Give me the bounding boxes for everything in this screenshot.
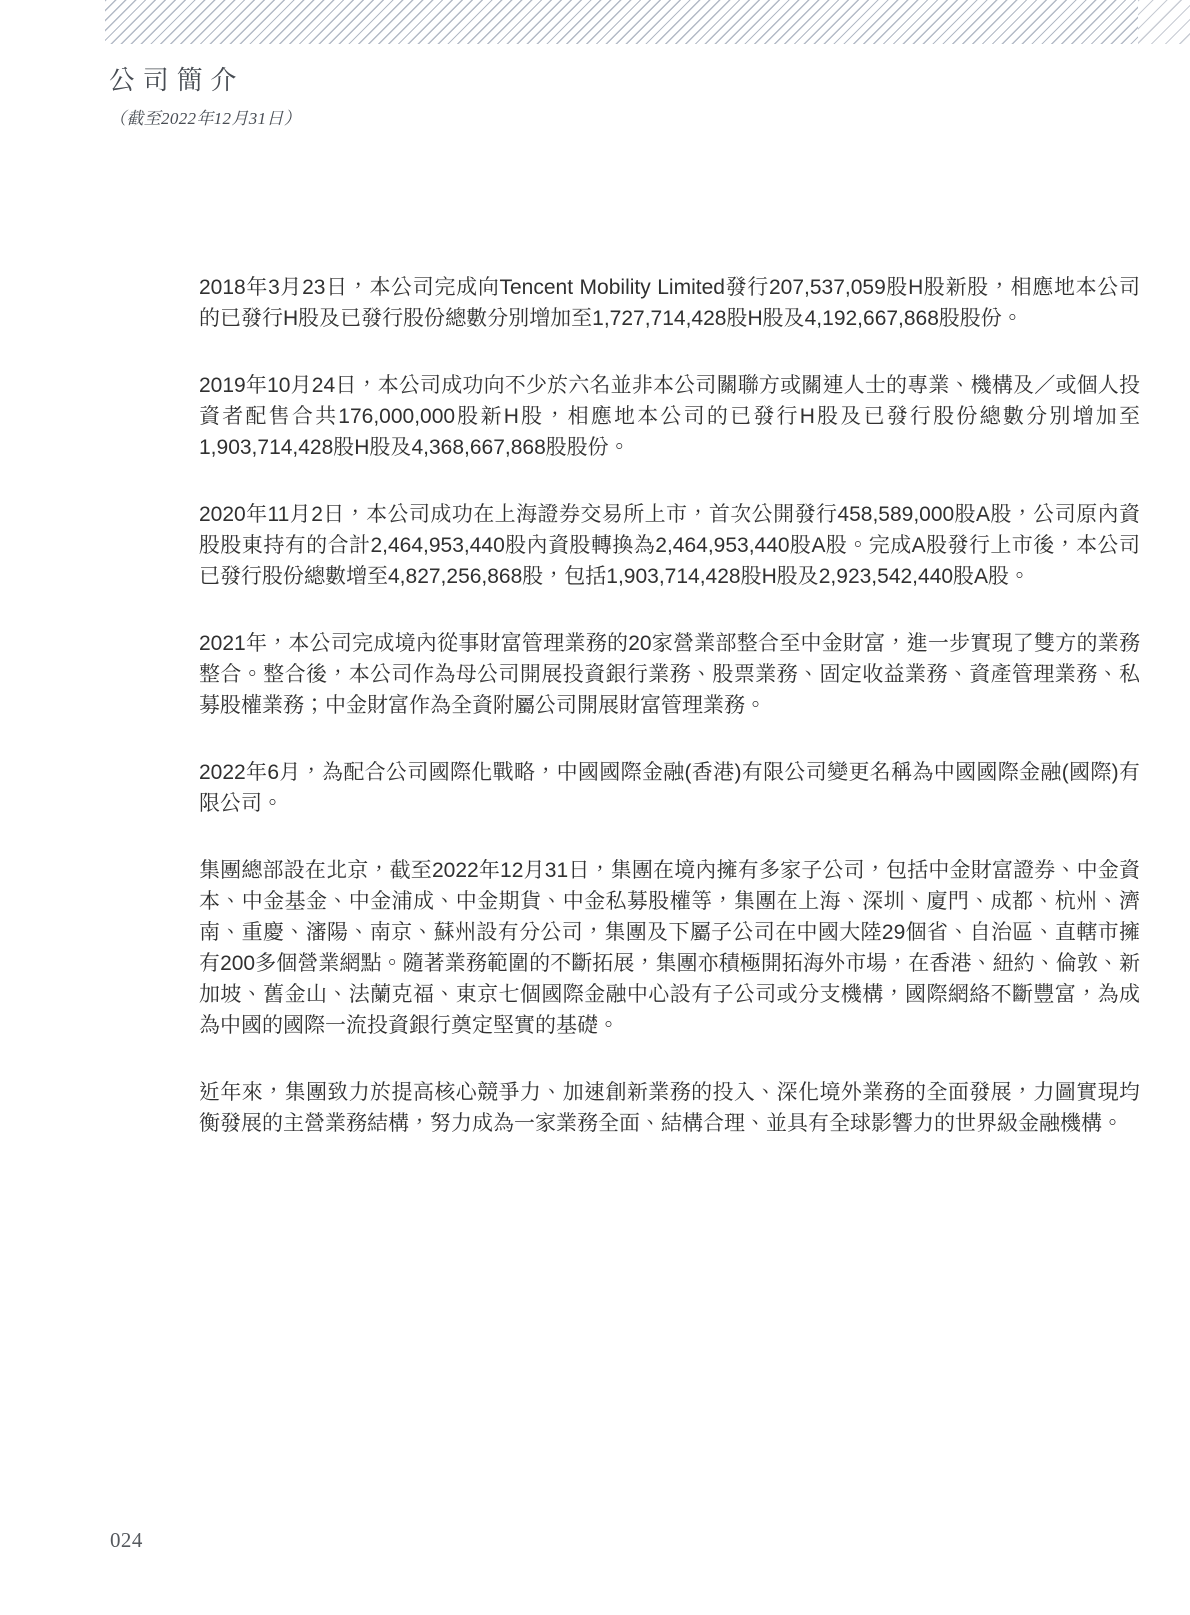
paragraph-2021-wealth-management-integration: 2021年，本公司完成境內從事財富管理業務的20家營業部整合至中金財富，進一步實現了雙方的業務整合。整合後，本公司作為母公司開展投資銀行業務、股票業務、固定收益業務、資產管理業務、私募股權業務；中金財富作為全資附屬公司開展財富管理業務。 xyxy=(199,632,1140,717)
page-footer xyxy=(110,1528,143,1553)
paragraph-2019-placement: 2019年10月24日，本公司成功向不少於六名並非本公司關聯方或關連人士的專業、機構及／或個人投資者配售合共176,000,000股新H股，相應地本公司的已發行H股及已發行股份總數分別增加至1,903,714,428股H股及4,368,667,868股股份。 xyxy=(199,374,1140,459)
paragraph-recent-strategy: 近年來，集團致力於提高核心競爭力、加速創新業務的投入、深化境外業務的全面發展，力圖實現均衡發展的主營業務結構，努力成為一家業務全面、結構合理、並具有全球影響力的世界級金融機構。 xyxy=(199,1081,1140,1135)
page-number: 024 xyxy=(110,1528,143,1552)
page-title: 公司簡介 xyxy=(109,65,245,95)
page-header xyxy=(109,60,301,129)
paragraph-group-overview: 集團總部設在北京，截至2022年12月31日，集團在境內擁有多家子公司，包括中金財富證券、中金資本、中金基金、中金浦成、中金期貨、中金私募股權等，集團在上海、深圳、廈門、成都、杭州、濟南、重慶、瀋陽、南京、蘇州設有分公司，集團及下屬子公司在中國大陸29個省、自治區、直轄市擁有200多個營業網點。隨著業務範圍的不斷拓展，集團亦積極開拓海外市場，在香港、紐約、倫敦、新加坡、舊金山、法蘭克福、東京七個國際金融中心設有子公司或分支機構，國際網絡不斷豐富，為成為中國的國際一流投資銀行奠定堅實的基礎。 xyxy=(199,859,1140,1037)
paragraph-2018-tencent-issue: 2018年3月23日，本公司完成向Tencent Mobility Limited發行207,537,059股H股新股，相應地本公司的已發行H股及已發行股份總數分別增加至1,727,714,428股H股及4,192,667,868股股份。 xyxy=(199,276,1140,330)
page-subtitle: （截至2022年12月31日） xyxy=(109,109,302,128)
body-text xyxy=(199,272,1140,1139)
header-hatch-band xyxy=(105,0,1190,44)
paragraph-2020-shanghai-listing: 2020年11月2日，本公司成功在上海證券交易所上市，首次公開發行458,589,000股A股，公司原內資股股東持有的合計2,464,953,440股內資股轉換為2,464,953,440股A股。完成A股發行上市後，本公司已發行股份總數增至4,827,256,868股，包括1,903,714,428股H股及2,923,542,440股A股。 xyxy=(199,503,1140,588)
paragraph-2022-rename: 2022年6月，為配合公司國際化戰略，中國國際金融(香港)有限公司變更名稱為中國國際金融(國際)有限公司。 xyxy=(199,761,1140,815)
hatch-pattern-light xyxy=(1138,0,1190,44)
hatch-pattern-dense xyxy=(105,0,1138,44)
